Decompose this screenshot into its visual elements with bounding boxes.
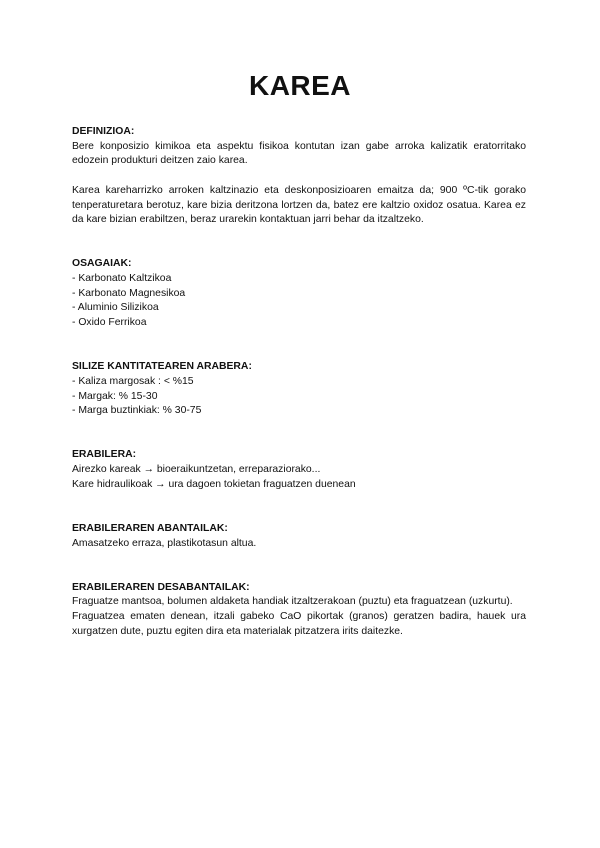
section-heading: OSAGAIAK: bbox=[72, 258, 132, 270]
list-item: - Margak: % 15-30 bbox=[72, 390, 158, 402]
section-definizioa bbox=[72, 125, 526, 228]
list-item: - Aluminio Silizikoa bbox=[72, 302, 159, 314]
page-title: KAREA bbox=[248, 70, 352, 101]
list-item: Airezko kareak → bioeraikuntzetan, erreparaziorako... bbox=[72, 464, 321, 476]
section-heading: ERABILERAREN ABANTAILAK: bbox=[72, 522, 228, 534]
paragraph: Fraguatzea ematen denean, itzali gabeko CaO pikortak (granos) geratzen badira, hauek ura xurgatzen dute, puztu egiten dira eta materialak pitzatzera irits daitezke. bbox=[72, 611, 526, 637]
section-heading: SILIZE KANTITATEAREN ARABERA: bbox=[72, 361, 252, 373]
section-heading: ERABILERA: bbox=[72, 449, 137, 461]
section-abantailak bbox=[72, 522, 526, 551]
section-erabilera bbox=[72, 448, 526, 492]
section-desabantailak bbox=[72, 581, 526, 640]
section-osagaiak bbox=[72, 257, 526, 331]
document-body bbox=[72, 125, 526, 640]
list-item: - Karbonato Magnesikoa bbox=[72, 287, 186, 299]
paragraph: Amasatzeko erraza, plastikotasun altua. bbox=[72, 537, 257, 549]
list-item: - Kaliza margosak : < %15 bbox=[72, 375, 194, 387]
list-item: - Karbonato Kaltzikoa bbox=[72, 273, 172, 284]
paragraph: Karea kareharrizko arroken kaltzinazio eta deskonposizioaren emaitza da; 900 ºC-tik gorako tenperaturetara berotuz, kare bizia deritzona lortzen da, batez ere kaltzio oxidoz osatua. Karea ez da kare bizian erabiltzen, beraz urarekin kontaktuan jarri behar da itzaltzeko. bbox=[72, 184, 526, 226]
paragraph: Fraguatze mantsoa, bolumen aldaketa handiak itzaltzerakoan (puztu) eta fraguatzean (uzkurtu). bbox=[72, 596, 513, 608]
section-heading: ERABILERAREN DESABANTAILAK: bbox=[72, 581, 250, 593]
list-item: - Oxido Ferrikoa bbox=[72, 317, 147, 329]
section-heading: DEFINIZIOA: bbox=[72, 126, 135, 137]
section-silize bbox=[72, 360, 526, 419]
paragraph: Bere konposizio kimikoa eta aspektu fisikoa kontutan izan gabe arroka kalizatik eratorritako edozein produkturi deitzen zaio karea. bbox=[72, 140, 526, 167]
list-item: Kare hidraulikoak → ura dagoen tokietan fraguatzen duenean bbox=[72, 478, 356, 490]
list-item: - Marga buztinkiak: % 30-75 bbox=[72, 405, 202, 417]
